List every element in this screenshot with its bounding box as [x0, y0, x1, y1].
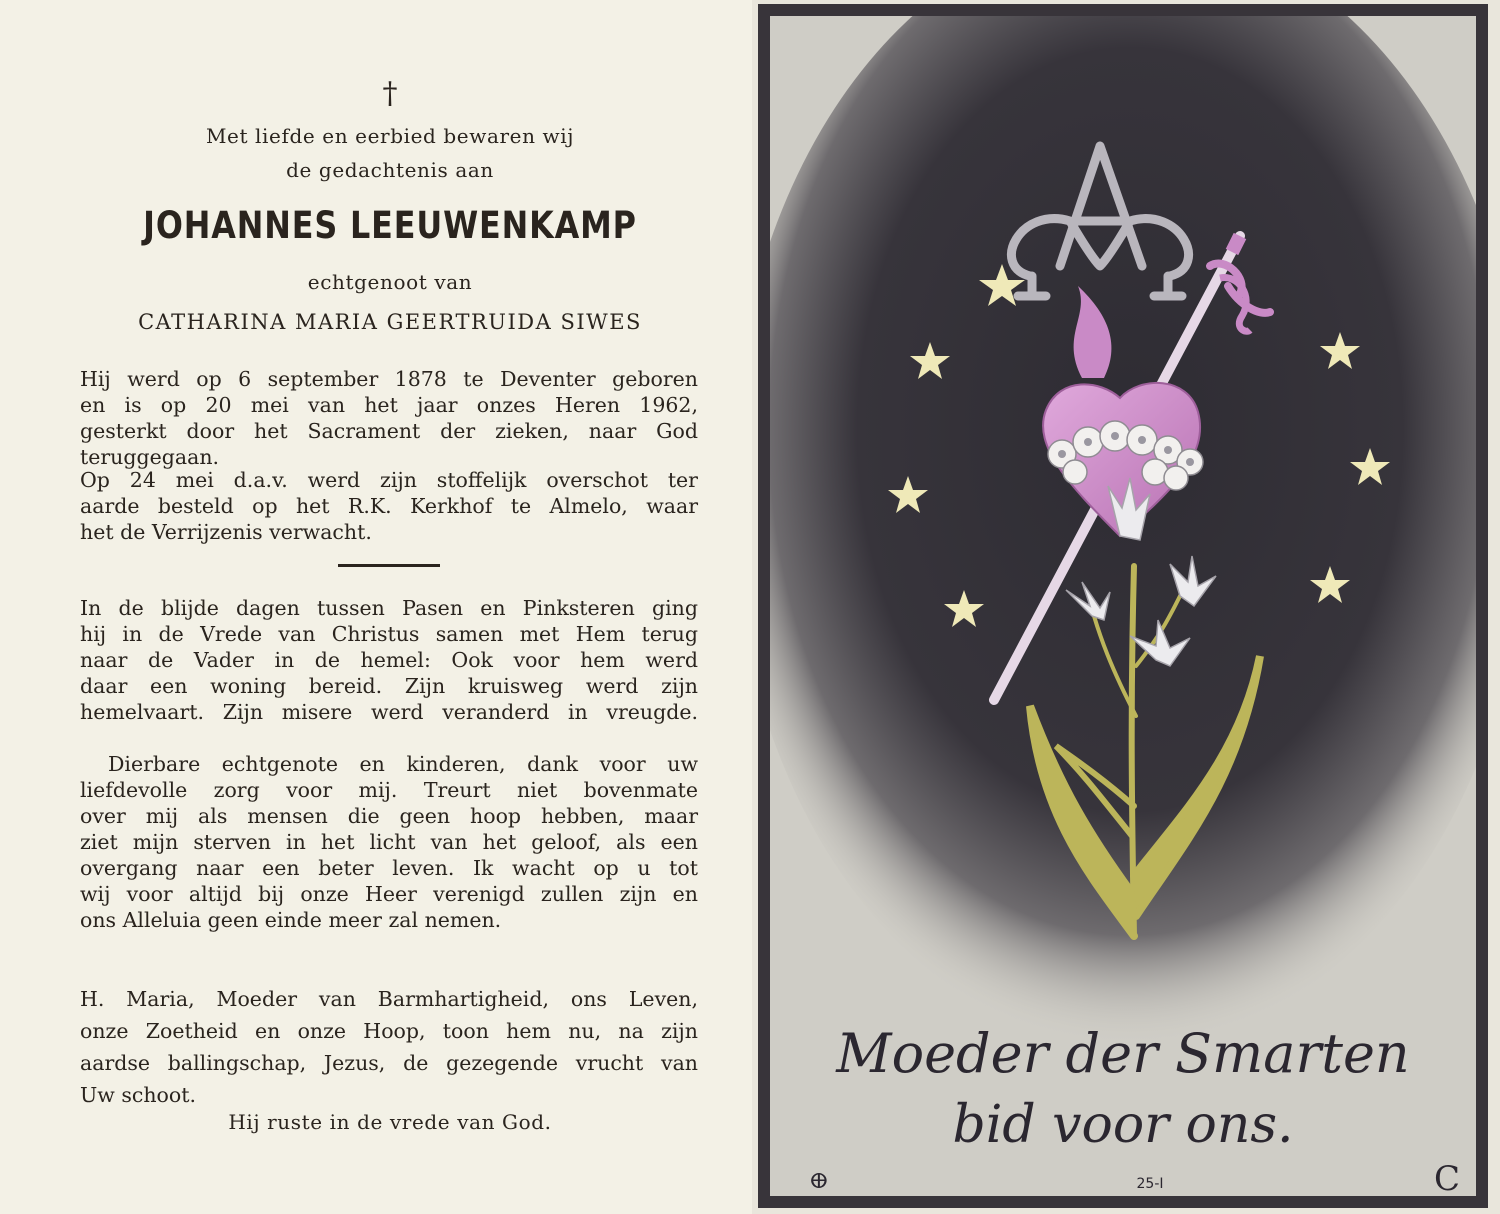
text-line: Op 24 mei d.a.v. werd zijn stoffelijk overschot ter [80, 468, 698, 492]
text-line: ziet mijn sterven in het licht van het geloof, als een [80, 830, 698, 854]
print-number: 25-I [1136, 1176, 1164, 1192]
text-line: aardse ballingschap, Jezus, de gezegende vrucht van [80, 1051, 698, 1075]
illustration [770, 16, 1476, 1196]
prayer-paragraph [80, 983, 698, 1111]
text-line: het de Verrijzenis verwacht. [80, 520, 372, 544]
cross-icon: † [382, 76, 398, 111]
text-line: onze Zoetheid en onze Hoop, toon hem nu, na zijn [80, 1019, 698, 1043]
publisher-mark-left: ⴲ [810, 1169, 828, 1193]
spouse-name: CATHARINA MARIA GEERTRUIDA SIWES [138, 310, 642, 334]
text-line: Dierbare echtgenote en kinderen, dank voor uw [108, 752, 698, 776]
text-line: ons Alleluia geen einde meer zal nemen. [80, 908, 502, 932]
picture-card [770, 16, 1476, 1196]
text-line: teruggegaan. [80, 445, 220, 469]
family-paragraph [80, 751, 698, 933]
text-line: In de blijde dagen tussen Pasen en Pinksteren ging [80, 596, 698, 620]
burial-paragraph [80, 467, 698, 545]
text-line: Uw schoot. [80, 1083, 196, 1107]
text-line: aarde besteld op het R.K. Kerkhof te Almelo, waar [80, 494, 698, 518]
text-line: H. Maria, Moeder van Barmhartigheid, ons Leven, [80, 987, 698, 1011]
text-line: daar een woning bereid. Zijn kruisweg werd zijn [80, 674, 698, 698]
easter-paragraph [80, 595, 698, 725]
text-line: hij in de Vrede van Christus samen met Hem terug [80, 622, 698, 646]
intro-line-1: Met liefde en eerbied bewaren wij [205, 124, 575, 148]
text-line: overgang naar een beter leven. Ik wacht op u tot [80, 856, 698, 880]
closing-line: Hij ruste in de vrede van God. [228, 1110, 552, 1134]
text-line: over mij als mensen die geen hoop hebben, maar [80, 804, 698, 828]
birth-death-paragraph [80, 366, 698, 470]
text-line: hemelvaart. Zijn misere werd veranderd in vreugde. [80, 700, 698, 724]
caption-line-2: bid voor ons. [952, 1095, 1294, 1155]
spouse-label: echtgenoot van [307, 270, 473, 294]
text-line: liefdevolle zorg voor mij. Treurt niet bovenmate [80, 778, 698, 802]
text-line: Hij werd op 6 september 1878 te Deventer geboren [80, 367, 698, 391]
text-line: naar de Vader in de hemel: Ook voor hem werd [80, 648, 698, 672]
text-line: gesterkt door het Sacrament der zieken, naar God [80, 419, 698, 443]
devotional-picture-panel [752, 0, 1500, 1214]
picture-frame [758, 4, 1488, 1208]
intro-line-2: de gedachtenis aan [286, 158, 494, 182]
divider [338, 564, 440, 567]
text-line: wij voor altijd bij onze Heer verenigd zullen zijn en [80, 882, 698, 906]
text-line: en is op 20 mei van het jaar onzes Heren 1962, [80, 393, 698, 417]
publisher-mark-right: C [1433, 1159, 1460, 1196]
deceased-name: JOHANNES LEEUWENKAMP [143, 204, 637, 247]
caption-line-1: Moeder der Smarten [836, 1022, 1410, 1085]
